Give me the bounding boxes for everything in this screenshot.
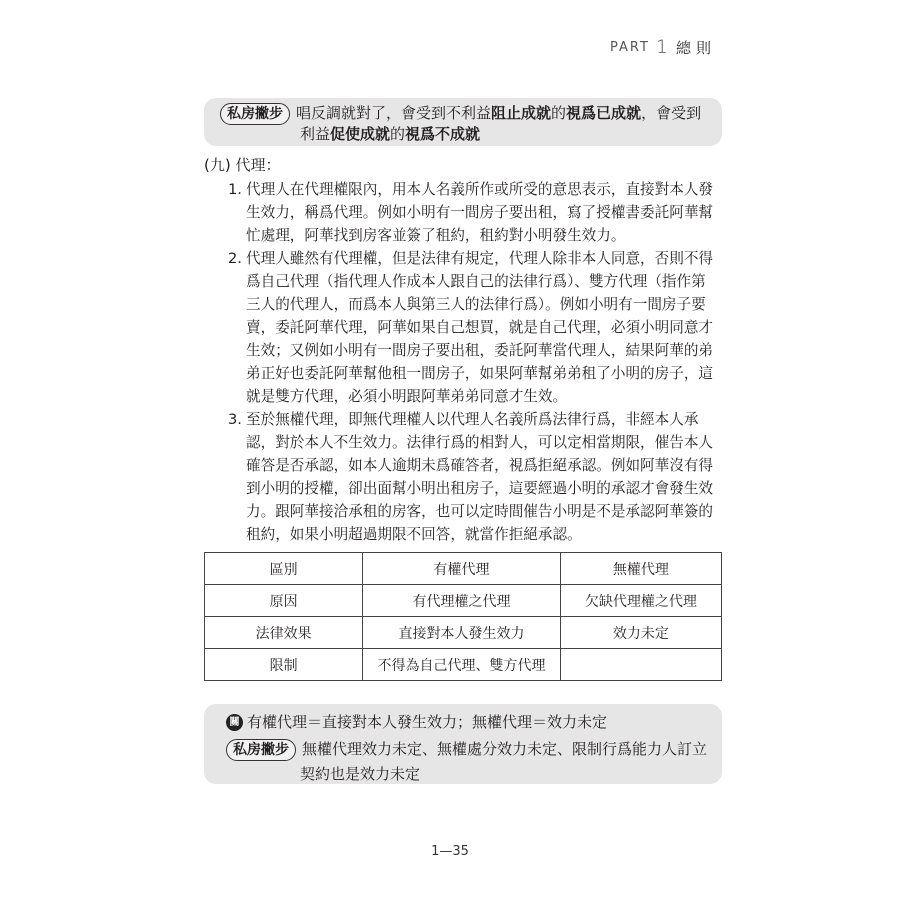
header-chapter-title: 總則 xyxy=(675,38,716,57)
table-cell: 法律效果 xyxy=(205,617,363,649)
item-number: 3. xyxy=(228,411,242,428)
running-header xyxy=(610,36,716,58)
tip-text-4: 契約也是效力未定 xyxy=(300,765,421,783)
table-row xyxy=(205,617,722,649)
item-line: 至於無權代理，即無代理權人以代理人名義所爲法律行爲，非經本人承 xyxy=(246,411,699,428)
tip-badge: 私房撇步 xyxy=(220,103,290,125)
item-line: 到小明的授權，卻出面幫小明出租房子，這要經過小明的承認才會發生效 xyxy=(246,480,714,497)
key-point-text: 有權代理＝直接對本人發生效力；無權代理＝效力未定 xyxy=(247,713,608,731)
tip-box-top xyxy=(204,98,722,146)
item-line: 生效力，稱爲代理。例如小明有一間房子要出租，寫了授權書委託阿華幫 xyxy=(246,204,714,221)
section-title: (九) 代理： xyxy=(204,156,281,174)
table-cell: 效力未定 xyxy=(560,617,721,649)
table-header-cell: 有權代理 xyxy=(363,553,560,585)
table-cell: 限制 xyxy=(205,649,363,681)
page-number: 1—35 xyxy=(431,844,469,859)
table-cell: 不得為自己代理、雙方代理 xyxy=(363,649,560,681)
table-row xyxy=(205,585,722,617)
table-cell: 有代理權之代理 xyxy=(363,585,560,617)
item-line: 就是雙方代理，必須小明跟阿華弟弟同意才生效。 xyxy=(246,388,568,405)
tip-line-3 xyxy=(226,737,712,762)
header-part-label: PART xyxy=(609,39,650,55)
header-part-number: 1 xyxy=(655,36,670,58)
key-point-line xyxy=(226,710,712,735)
list-item xyxy=(228,178,728,247)
item-line: 租約，如果小明超過期限不回答，就當作拒絕承認。 xyxy=(246,526,582,543)
item-number: 1. xyxy=(228,181,242,198)
tip-text-3: 無權代理效力未定、無權處分效力未定、限制行爲能力人訂立 xyxy=(302,740,708,758)
item-line: 生效；又例如小明有一間房子要出租，委託阿華當代理人，結果阿華的弟 xyxy=(246,342,714,359)
item-line: 代理人在代理權限內，用本人名義所作或所受的意思表示，直接對本人發 xyxy=(246,181,714,198)
table-cell: 欠缺代理權之代理 xyxy=(560,585,721,617)
table-cell: 原因 xyxy=(205,585,363,617)
item-line: 爲自己代理（指代理人作成本人跟自己的法律行爲）、雙方代理（指作第 xyxy=(246,273,706,290)
tip-box-bottom xyxy=(204,704,722,784)
item-text xyxy=(246,178,728,247)
item-line: 認，對於本人不生效力。法律行爲的相對人，可以定相當期限，催告本人 xyxy=(246,434,714,451)
item-line: 弟正好也委託阿華幫他租一間房子，如果阿華幫弟弟租了小明的房子，這 xyxy=(246,365,714,382)
table-cell: 直接對本人發生效力 xyxy=(363,617,560,649)
item-line: 三人的代理人，而爲本人與第三人的法律行爲）。例如小明有一間房子要 xyxy=(246,296,706,313)
item-line: 力。跟阿華接洽承租的房客，也可以定時間催告小明是不是承認阿華簽的 xyxy=(246,503,714,520)
comparison-table xyxy=(204,552,722,681)
item-text xyxy=(246,408,728,546)
table-header-cell: 無權代理 xyxy=(560,553,721,585)
item-text xyxy=(246,247,728,408)
table-row xyxy=(205,649,722,681)
tip-badge-2: 私房撇步 xyxy=(226,739,296,761)
key-point-icon: 關 xyxy=(226,714,243,731)
item-list xyxy=(228,178,728,546)
list-item xyxy=(228,247,728,408)
item-line: 代理人雖然有代理權，但是法律有規定，代理人除非本人同意，否則不得 xyxy=(246,250,714,267)
item-line: 賣，委託阿華代理，阿華如果自己想買，就是自己代理，必須小明同意才 xyxy=(246,319,714,336)
item-line: 忙處理，阿華找到房客並簽了租約，租約對小明發生效力。 xyxy=(246,227,626,244)
table-cell xyxy=(560,649,721,681)
tip-line-4 xyxy=(226,762,712,787)
tip-text-1: 唱反調就對了，會受到不利益阻止成就的視爲已成就，會受到 xyxy=(296,104,702,122)
item-line: 確答是否承認，如本人逾期未爲確答者，視爲拒絕承認。例如阿華沒有得 xyxy=(246,457,714,474)
table-row xyxy=(205,553,722,585)
tip-text-2: 利益促使成就的視爲不成就 xyxy=(300,125,481,143)
table-header-cell: 區別 xyxy=(205,553,363,585)
list-item xyxy=(228,408,728,546)
item-number: 2. xyxy=(228,250,242,267)
